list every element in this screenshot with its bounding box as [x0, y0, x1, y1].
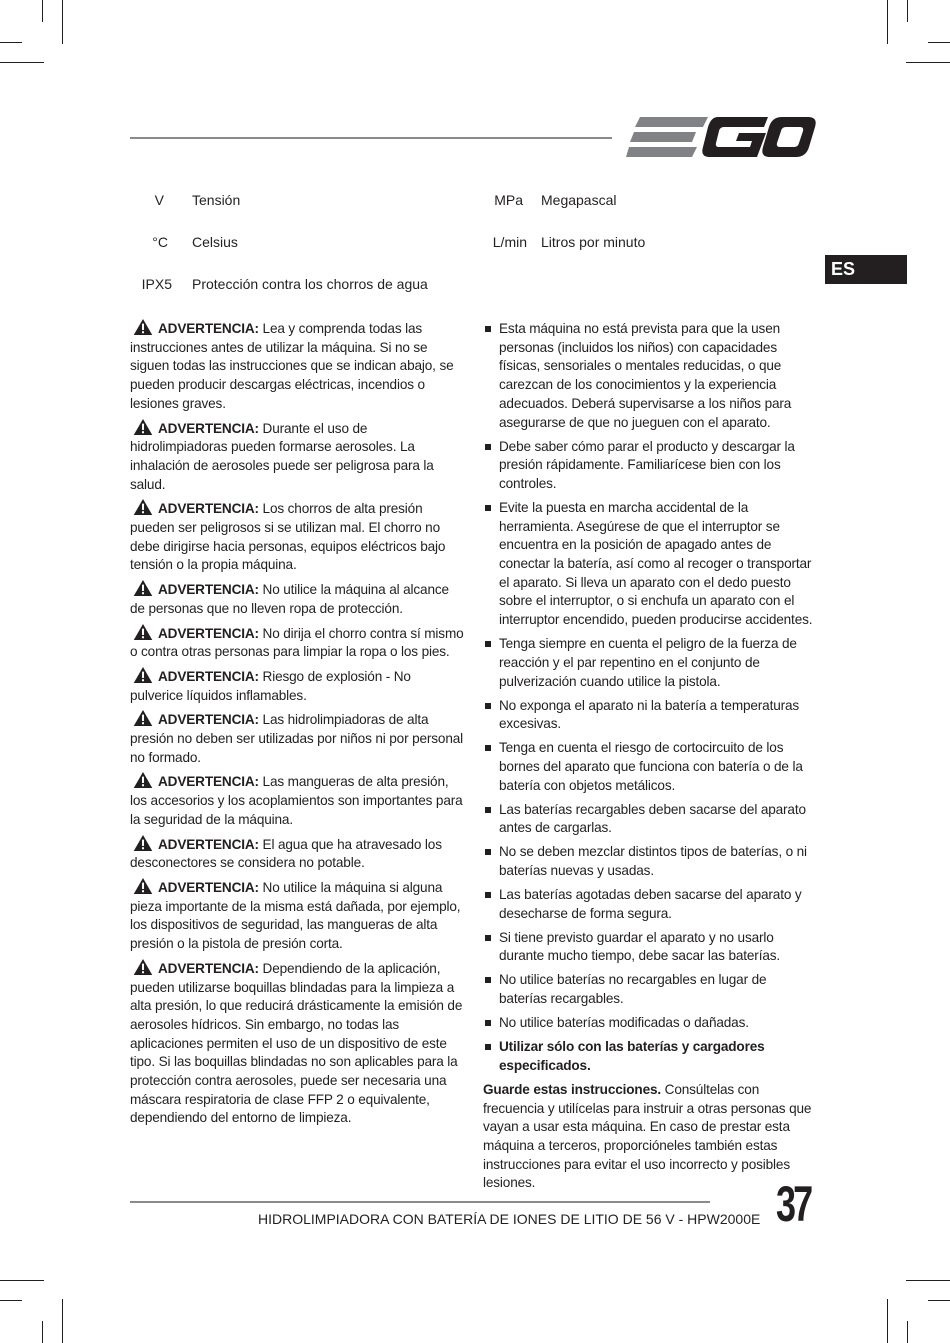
- warning-label: ADVERTENCIA:: [158, 836, 259, 852]
- list-item: Las baterías agotadas deben sacarse del aparato y desecharse de forma segura.: [483, 886, 816, 923]
- warning-label: ADVERTENCIA:: [158, 321, 259, 336]
- warning-paragraph: [130, 878, 465, 954]
- warning-label: ADVERTENCIA:: [158, 960, 259, 976]
- warning-label: ADVERTENCIA:: [158, 420, 259, 436]
- ego-logo: [626, 114, 816, 160]
- list-item: Evite la puesta en marcha accidental de la herramienta. Asegúrese de que el interruptor se encuentra en la posición de apagado antes de conectar la batería, así como al recoger o transportar el aparato. Si lleva un aparato con el dedo puesto sobre el interruptor, o si enchufa un aparato con el interruptor encendido, pueden producirse accidentes.: [483, 499, 816, 630]
- warning-text: Lea y comprenda todas las instrucciones antes de utilizar la máquina. Si no se siguen todas las instrucciones que se indican abajo, se pueden producir descargas eléctricas, incendios o lesiones graves.: [130, 321, 454, 411]
- list-item: No se deben mezclar distintos tipos de baterías, o ni baterías nuevas y usadas.: [483, 843, 816, 880]
- symbol-abbr: L/min: [492, 234, 527, 250]
- warning-triangle-icon: [132, 835, 154, 851]
- crop-mark: [907, 0, 908, 22]
- warning-triangle-icon: [132, 959, 154, 975]
- footer-title: HIDROLIMPIADORA CON BATERÍA DE IONES DE LITIO DE 56 V - HPW2000E: [258, 1211, 761, 1227]
- warning-triangle-icon: [132, 580, 154, 596]
- crop-mark: [0, 1280, 44, 1281]
- language-tab: ES: [825, 255, 907, 284]
- crop-mark: [928, 42, 950, 43]
- warning-paragraph: [130, 710, 465, 767]
- warning-triangle-icon: [132, 772, 154, 788]
- warning-label: ADVERTENCIA:: [158, 712, 259, 728]
- header-rule: [130, 137, 612, 139]
- list-item: No utilice baterías no recargables en lugar de baterías recargables.: [483, 971, 816, 1008]
- warning-triangle-icon: [132, 499, 154, 515]
- crop-mark: [62, 0, 63, 44]
- warning-paragraph: [130, 624, 465, 662]
- crop-mark: [887, 0, 888, 44]
- warning-text: No utilice la máquina al alcance de personas que no lleven ropa de protección.: [130, 582, 449, 616]
- crop-mark: [928, 1300, 950, 1301]
- symbol-desc: Megapascal: [541, 192, 617, 208]
- list-item: Si tiene previsto guardar el aparato y no usarlo durante mucho tiempo, debe sacar las baterías.: [483, 929, 816, 966]
- symbol-abbr: V: [154, 192, 164, 208]
- list-item: Utilizar sólo con las baterías y cargadores especificados.: [483, 1038, 816, 1075]
- list-item: No exponga el aparato ni la batería a temperaturas excesivas.: [483, 697, 816, 734]
- crop-mark: [0, 42, 22, 43]
- symbol-abbr: °C: [152, 234, 168, 250]
- list-item: Debe saber cómo parar el producto y descargar la presión rápidamente. Familiarícese bien con los controles.: [483, 438, 816, 494]
- closing-paragraph: [483, 1081, 816, 1193]
- list-item: Tenga en cuenta el riesgo de cortocircuito de los bornes del aparato que funciona con batería o de la batería con objetos metálicos.: [483, 739, 816, 795]
- crop-mark: [62, 1299, 63, 1343]
- warning-paragraph: [130, 667, 465, 705]
- crop-mark: [887, 1299, 888, 1343]
- crop-mark: [906, 1280, 950, 1281]
- warning-label: ADVERTENCIA:: [158, 879, 259, 895]
- warning-paragraph: [130, 499, 465, 575]
- crop-mark: [42, 1321, 43, 1343]
- warning-paragraph: [130, 580, 465, 618]
- warning-text: No dirija el chorro contra sí mismo o contra otras personas para limpiar la ropa o los pies.: [130, 625, 464, 660]
- warning-text: Dependiendo de la aplicación, pueden utilizarse boquillas blindadas para la limpieza a alta presión, lo que reducirá drásticamente la emisión de aerosoles hídricos. Sin embargo, no todas las aplicaciones permiten el uso de un dispositivo de este tipo. Si las boquillas blindadas no son aplicables para la protección contra aerosoles, puede ser necesaria una máscara respiratoria de clase FFP 2 o equivalente, dependiendo del entorno de limpieza.: [130, 960, 463, 1126]
- symbol-desc: Litros por minuto: [541, 234, 646, 250]
- warning-paragraph: [130, 772, 465, 829]
- warning-triangle-icon: [132, 878, 154, 894]
- warning-paragraph: [130, 835, 465, 873]
- warning-triangle-icon: [132, 667, 154, 683]
- warning-label: ADVERTENCIA:: [158, 501, 259, 517]
- warning-paragraph: [130, 319, 465, 414]
- list-item: Esta máquina no está prevista para que la usen personas (incluidos los niños) con capacidades físicas, sensoriales o mentales reducidas, o que carezcan de los conocimientos y la experiencia adecuados. Deberá supervisarse a los niños para asegurarse de que no jueguen con el aparato.: [483, 320, 816, 432]
- list-item: Tenga siempre en cuenta el peligro de la fuerza de reacción y el par repentino en el conjunto de pulverización cuando utilice la pistola.: [483, 635, 816, 691]
- safety-bullet-list: [483, 320, 816, 1076]
- list-item: No utilice baterías modificadas o dañadas.: [483, 1014, 816, 1033]
- symbol-abbr: MPa: [494, 192, 523, 208]
- page-number: 37: [776, 1176, 811, 1232]
- crop-mark: [42, 0, 43, 22]
- list-item: Las baterías recargables deben sacarse del aparato antes de cargarlas.: [483, 801, 816, 838]
- warning-paragraph: [130, 959, 465, 1128]
- warning-label: ADVERTENCIA:: [158, 625, 259, 641]
- warnings-column: [130, 319, 465, 1133]
- symbol-desc: Tensión: [192, 192, 241, 208]
- warning-label: ADVERTENCIA:: [158, 774, 259, 790]
- warning-triangle-icon: [132, 419, 154, 435]
- warning-label: ADVERTENCIA:: [158, 668, 259, 684]
- warning-paragraph: [130, 419, 465, 495]
- warning-text: Las hidrolimpiadoras de alta presión no deben ser utilizadas por niños ni por personal no formado.: [130, 712, 464, 765]
- warning-text: El agua que ha atravesado los desconectores se considera no potable.: [130, 836, 442, 871]
- warning-label: ADVERTENCIA:: [158, 582, 259, 598]
- warning-triangle-icon: [132, 319, 154, 335]
- crop-mark: [0, 62, 44, 63]
- footer-rule: [130, 1201, 710, 1203]
- symbol-desc: Celsius: [192, 234, 238, 250]
- safety-bullets-column: [483, 320, 816, 1207]
- closing-label: Guarde estas instrucciones.: [483, 1081, 662, 1097]
- warning-text: Durante el uso de hidrolimpiadoras pueden formarse aerosoles. La inhalación de aerosoles puede ser peligrosa para la salud.: [130, 420, 434, 492]
- closing-text: Consúltelas con frecuencia y utilícelas para instruir a otras personas que vayan a usar esta máquina. En caso de prestar esta máquina a terceros, proporcióneles también estas instrucciones para evitar el uso incorrecto y posibles lesiones.: [483, 1081, 812, 1191]
- crop-mark: [907, 1321, 908, 1343]
- crop-mark: [0, 1300, 22, 1301]
- warning-text: Las mangueras de alta presión, los accesorios y los acoplamientos son importantes para la seguridad de la máquina.: [130, 774, 463, 827]
- symbol-abbr: IPX5: [141, 276, 172, 292]
- warning-triangle-icon: [132, 624, 154, 640]
- crop-mark: [906, 62, 950, 63]
- warning-text: Los chorros de alta presión pueden ser peligrosos si se utilizan mal. El chorro no debe dirigirse hacia personas, equipos eléctricos bajo tensión o la propia máquina.: [130, 501, 446, 573]
- warning-triangle-icon: [132, 710, 154, 726]
- warning-text: Riesgo de explosión - No pulverice líquidos inflamables.: [130, 668, 411, 703]
- symbol-desc: Protección contra los chorros de agua: [192, 276, 428, 292]
- warning-text: No utilice la máquina si alguna pieza importante de la misma está dañada, por ejemplo, los dispositivos de seguridad, las mangueras de alta presión o la pistola de presión corta.: [130, 879, 461, 952]
